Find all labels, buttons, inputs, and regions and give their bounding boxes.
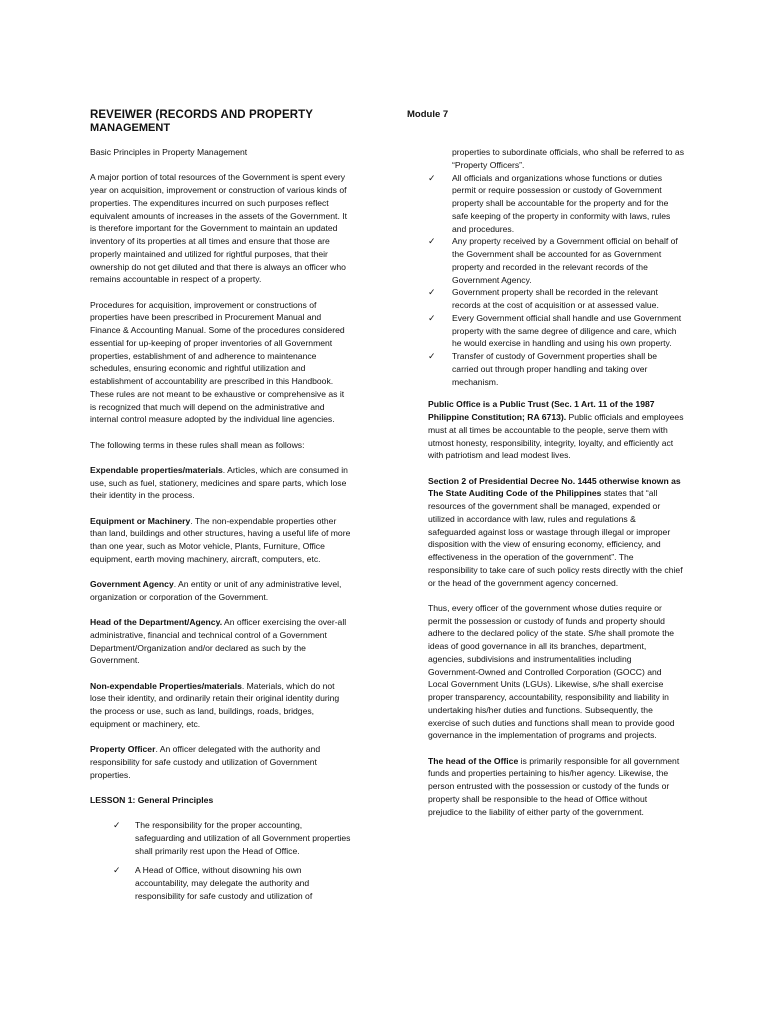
public-office-text: Public officials and employees must at all times be accountable to the people, serve them with utmost honesty, responsibility, integrity, loyalty, and efficiently act with patriotism and lead modest lives. bbox=[428, 412, 684, 461]
definition-text: . Materials, which do not lose their identity, and ordinarily retain their original identity during the process or use, such as land, buildings, roads, bridges, equipment or machinery, etc. bbox=[90, 680, 340, 729]
bullet-text: Any property received by a Government official on behalf of the Government shall be accounted for as Government property and recorded in the relevant records of the Government Agency. bbox=[452, 236, 678, 285]
right-column bbox=[428, 146, 684, 831]
head-of-office-paragraph bbox=[428, 755, 684, 819]
title-line-2: MANAGEMENT bbox=[90, 122, 171, 134]
list-item bbox=[428, 286, 684, 312]
definition-text: . An officer delegated with the authority and responsibility for safe custody and utilization of Government properties. bbox=[90, 744, 321, 780]
definition bbox=[90, 616, 352, 667]
title-line-1: REVEIWER (RECORDS AND PROPERTY bbox=[90, 109, 314, 121]
bullet-text: All officials and organizations whose functions or duties permit or require possession or custody of Government property shall be accountable for the property and for the safe keeping of the property in conformity with laws, rules and procedures. bbox=[452, 172, 671, 234]
bullet-text: Transfer of custody of Government properties shall be carried out through proper handling and taking over mechanism. bbox=[452, 351, 658, 387]
thus-paragraph: Thus, every officer of the government whose duties require or permit the possession or custody of funds and property should adhere to the declared policy of the state. S/he shall promote the ideas of good governance in all its branches, department, agencies, subdivisions and instrumentalities including Government-Owned and Controlled Corporation (GOCC) and Local Government Units (LGUs). Likewise, s/he shall exercise proper transparency, accountability, responsibility and liability in undertaking his/her duties and functions. Subsequently, the exercise of such duties and functions shall mean to provide good governance in the implementation of programs and projects. bbox=[428, 602, 675, 741]
checkmark-icon: ✓ bbox=[428, 312, 436, 323]
principles-bullet-list bbox=[428, 172, 684, 389]
checkmark-icon: ✓ bbox=[113, 865, 121, 876]
checkmark-icon: ✓ bbox=[113, 820, 121, 830]
bullet-text: Government property shall be recorded in the relevant records at the cost of acquisition or at assessed value. bbox=[452, 287, 659, 310]
definition-term: Equipment or Machinery bbox=[90, 515, 191, 526]
bullet-continuation: properties to subordinate officials, who shall be referred to as “Property Officers”. bbox=[452, 147, 685, 170]
definition-text: . The non-expendable properties other than land, buildings and other structures, having a useful life of more than one year, such as Motor vehicle, Plants, Furniture, Office equipment, earth moving machinery, aircraft, computers, etc. bbox=[90, 515, 351, 564]
definition-term: Non-expendable Properties/materials bbox=[90, 680, 242, 691]
list-item bbox=[428, 172, 684, 236]
definition bbox=[90, 680, 352, 731]
definition bbox=[90, 515, 352, 566]
head-of-office-text: is primarily responsible for all government funds and properties pertaining to his/her agency. Likewise, the person entrusted with the possession or custody of the funds or property shall be responsible to the head of Office without prejudice to the liability of either party of the government. bbox=[428, 755, 680, 817]
section2-text: states that “all resources of the government shall be managed, expended or utilized in accordance with law, rules and regulations & safeguarded against loss or wastage through illegal or improper disposition with the view of ensuring economy, efficiency, and effectiveness in the operation of the government”. The responsibility to take care of such policy rests directly with the chief or the head of the government agency concerned. bbox=[428, 488, 683, 588]
head-of-office-heading: The head of the Office bbox=[428, 755, 519, 766]
lesson-heading-text: LESSON 1: General Principles bbox=[90, 794, 214, 805]
definition bbox=[90, 578, 352, 604]
procedures-paragraph: Procedures for acquisition, improvement or constructions of properties have been prescribed in Procurement Manual and Finance & Accounting Manual. Some of the procedures considered essential for up-keeping of proper inventories of all Government properties, establishment of and adherence to maintenance schedules, ensuring economic and rightful utilization and establishment of accountability are prescribed in this Handbook. These rules are not meant to be exhaustive or comprehensive as it is recognized that much will depend on the administrative and internal control measure adopted by the individual line agencies. bbox=[90, 299, 345, 425]
checkmark-icon: ✓ bbox=[428, 172, 436, 183]
bullet-text: A Head of Office, without disowning his own accountability, may delegate the authority and responsibility for safe custody and utilization of bbox=[135, 865, 313, 901]
section2-heading: Section 2 of Presidential Decree No. 1445 otherwise known as The State Auditing Code of the Philippines bbox=[428, 475, 681, 499]
checkmark-icon: ✓ bbox=[428, 351, 436, 361]
public-office-heading: Public Office is a Public Trust (Sec. 1 Art. 11 of the 1987 Philippine Constitution; RA 6713). bbox=[428, 399, 655, 422]
list-item bbox=[428, 235, 684, 286]
terms-intro: The following terms in these rules shall mean as follows: bbox=[90, 439, 305, 450]
public-office-paragraph bbox=[428, 398, 684, 462]
module-label: Module 7 bbox=[407, 109, 449, 120]
definition-text: . Articles, which are consumed in use, such as fuel, stationery, medicines and spare parts, which lose their identity in the process. bbox=[90, 464, 348, 501]
intro-paragraph: A major portion of total resources of the Government is spent every year on acquisition, improvement or construction of various kinds of properties. The expenditures incurred on such purposes reflect equivalent amounts of increases in the assets of the Government. It is therefore important for the Government to maintain an updated inventory of its properties at all times and ensure that those are properly maintained and utilized for rightful purposes, that their ownership do not get diluted and that there is always an officer who remains accountable in respect of a property. bbox=[90, 172, 347, 285]
definition bbox=[90, 743, 352, 781]
definition-term: Property Officer bbox=[90, 744, 156, 754]
list-item bbox=[428, 312, 684, 350]
checkmark-icon: ✓ bbox=[428, 287, 436, 298]
lesson-bullet-list bbox=[90, 819, 352, 903]
list-item bbox=[113, 864, 352, 902]
bullet-text: Every Government official shall handle and use Government property with the same degree of diligence and care, which he would exercise in handling and using his own property. bbox=[452, 312, 682, 349]
definition-term: Head of the Department/Agency. bbox=[90, 617, 223, 627]
lesson-heading bbox=[90, 794, 352, 807]
list-item bbox=[428, 350, 684, 388]
definition-text: . An entity or unit of any administrative level, organization or corporation of the Government. bbox=[90, 579, 342, 602]
list-item bbox=[113, 819, 352, 857]
bullet-text: The responsibility for the proper accounting, safeguarding and utilization of all Government properties shall primarily rest upon the Head of Office. bbox=[135, 820, 351, 856]
section-subtitle: Basic Principles in Property Management bbox=[90, 147, 248, 157]
definition-text: An officer exercising the over-all administrative, financial and technical control of a Government Department/Organization and/or declared as such by the Government. bbox=[90, 617, 347, 666]
definition-term: Expendable properties/materials bbox=[90, 464, 223, 475]
definition bbox=[90, 464, 352, 502]
definition-term: Government Agency bbox=[90, 579, 174, 589]
checkmark-icon: ✓ bbox=[428, 236, 436, 247]
section2-paragraph bbox=[428, 475, 684, 590]
document-title bbox=[90, 109, 370, 135]
left-column bbox=[90, 146, 352, 913]
